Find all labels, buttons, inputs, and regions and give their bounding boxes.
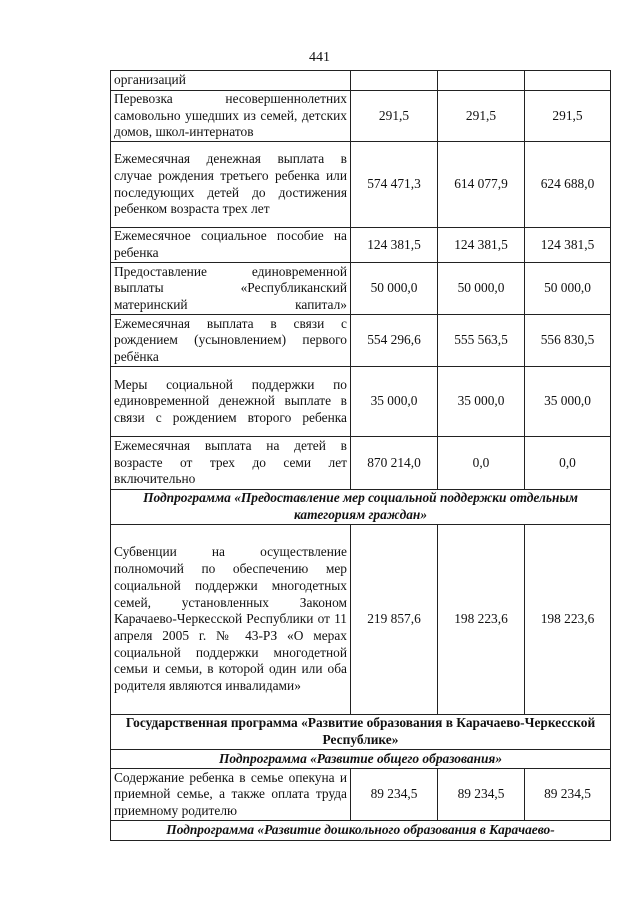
row-name: Содержание ребенка в семье опекуна и приемной семье, а также оплата труда приемному родителю — [111, 769, 351, 821]
row-value-3: 50 000,0 — [525, 263, 611, 315]
row-value-2: 89 234,5 — [438, 769, 525, 821]
row-name: Перевозка несовершеннолетних самовольно ушедших из семей, детских домов, школ-интернатов — [111, 91, 351, 142]
row-value-1: 574 471,3 — [351, 142, 438, 228]
table-row — [111, 437, 611, 490]
row-name: Ежемесячная выплата на детей в возрасте от трех до семи лет включительно — [111, 437, 351, 490]
row-name: Меры социальной поддержки по единовременной денежной выплате в связи с рождением второго ребенка — [111, 367, 351, 437]
page-number: 441 — [309, 50, 330, 65]
row-value-2: 291,5 — [438, 91, 525, 142]
row-name: Ежемесячное социальное пособие на ребенка — [111, 228, 351, 263]
table-row — [111, 91, 611, 142]
table-row — [111, 367, 611, 437]
table-row — [111, 315, 611, 367]
row-value-2: 0,0 — [438, 437, 525, 490]
row-value-1: 50 000,0 — [351, 263, 438, 315]
row-value-2 — [438, 71, 525, 91]
row-value-3: 35 000,0 — [525, 367, 611, 437]
subprogram-heading: Подпрограмма «Развитие общего образования» — [111, 750, 611, 769]
row-value-3: 291,5 — [525, 91, 611, 142]
row-value-2: 555 563,5 — [438, 315, 525, 367]
row-value-1 — [351, 71, 438, 91]
section-row — [111, 821, 611, 841]
table-row — [111, 525, 611, 715]
section-row — [111, 490, 611, 525]
row-value-1: 219 857,6 — [351, 525, 438, 715]
row-value-2: 124 381,5 — [438, 228, 525, 263]
row-value-3: 124 381,5 — [525, 228, 611, 263]
row-value-2: 50 000,0 — [438, 263, 525, 315]
row-value-2: 35 000,0 — [438, 367, 525, 437]
row-name: организаций — [111, 71, 351, 91]
budget-table-body — [111, 71, 611, 841]
row-value-3: 0,0 — [525, 437, 611, 490]
row-name: Ежемесячная денежная выплата в случае рождения третьего ребенка или последующих детей до достижения ребенком возраста трех лет — [111, 142, 351, 228]
table-row — [111, 228, 611, 263]
row-value-1: 124 381,5 — [351, 228, 438, 263]
row-value-1: 870 214,0 — [351, 437, 438, 490]
subprogram-heading: Подпрограмма «Предоставление мер социальной поддержки отдельным категориям граждан» — [111, 490, 611, 525]
row-value-3: 198 223,6 — [525, 525, 611, 715]
row-value-3: 556 830,5 — [525, 315, 611, 367]
row-name: Субвенции на осуществление полномочий по обеспечению мер социальной поддержки многодетных семей, установленных Законом Карачаево-Черкесской Республики от 11 апреля 2005 г. № 43-РЗ «О мерах социальной поддержки многодетной семьи и семьи, в которой один или оба родителя являются инвалидами» — [111, 525, 351, 715]
program-heading: Государственная программа «Развитие образования в Карачаево-Черкесской Республике» — [111, 715, 611, 750]
row-value-1: 89 234,5 — [351, 769, 438, 821]
row-name: Предоставление единовременной выплаты «Республиканский материнский капитал» — [111, 263, 351, 315]
table-row — [111, 769, 611, 821]
subprogram-heading: Подпрограмма «Развитие дошкольного образования в Карачаево- — [111, 821, 611, 841]
row-value-3: 89 234,5 — [525, 769, 611, 821]
table-row — [111, 142, 611, 228]
row-value-1: 554 296,6 — [351, 315, 438, 367]
row-name: Ежемесячная выплата в связи с рождением (усыновлением) первого ребёнка — [111, 315, 351, 367]
row-value-3 — [525, 71, 611, 91]
row-value-2: 614 077,9 — [438, 142, 525, 228]
row-value-2: 198 223,6 — [438, 525, 525, 715]
table-row — [111, 71, 611, 91]
row-value-1: 35 000,0 — [351, 367, 438, 437]
row-value-3: 624 688,0 — [525, 142, 611, 228]
budget-table — [110, 70, 611, 841]
section-row — [111, 750, 611, 769]
row-value-1: 291,5 — [351, 91, 438, 142]
table-row — [111, 263, 611, 315]
section-row — [111, 715, 611, 750]
